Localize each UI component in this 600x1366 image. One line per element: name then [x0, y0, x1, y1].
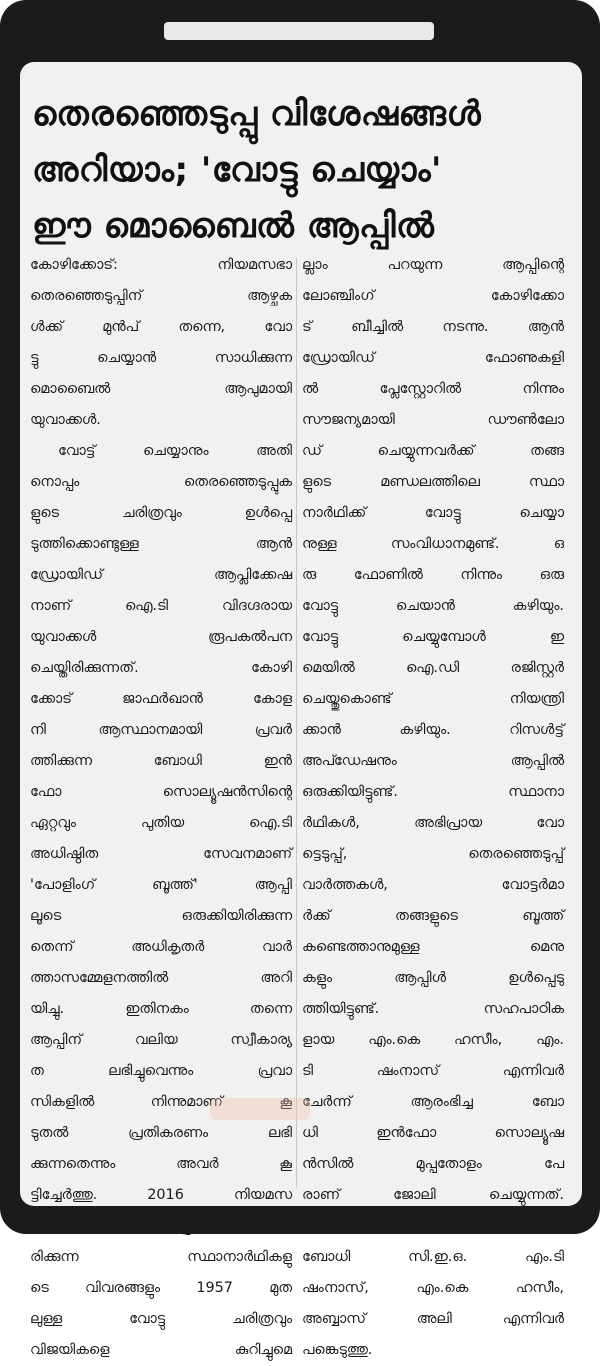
text-line: ഭാ തെരഞ്ഞെടുപ്പിൽ മത്സ — [30, 1218, 292, 1234]
text-line: വോട്ടു ചെയാൻ കഴിയും. — [302, 598, 564, 614]
text-line: വാർത്താസമ്മേളനത്തിൽ — [302, 1218, 471, 1234]
text-line: ളുടെ ചരിത്രവും ഉൾപ്പെ — [30, 505, 292, 521]
text-line: നി ആസ്ഥാനമായി പ്രവർ — [30, 722, 292, 738]
text-line: ട് ബീച്ചിൽ നടന്നു. ആൻ — [302, 319, 564, 335]
text-line: ഡ് ചെയ്യുന്നവർക്ക് തങ്ങ — [302, 443, 564, 459]
text-line: ട്ടു ചെയ്യാൻ സാധിക്കുന്ന — [30, 350, 292, 366]
text-line: ഏറ്റവും പുതിയ ഐ.ടി — [30, 815, 292, 831]
text-line: ചെയ്തുകൊണ്ട് നിയന്ത്രി — [302, 691, 564, 707]
text-line: നുള്ള സംവിധാനമുണ്ട്. ഒ — [302, 536, 564, 552]
text-line: ത്താസമ്മേളനത്തിൽ അറി — [30, 970, 292, 986]
text-line: ൾക്ക് മുൻപ് തന്നെ, വോ — [30, 319, 292, 335]
text-line: ലൂടെ ഒരുക്കിയിരിക്കുന്ന — [30, 908, 292, 924]
text-line: ത്തിയിട്ടുണ്ട്. സഹപാഠിക — [302, 1001, 564, 1017]
text-line: ബോധി സി.ഇ.ഒ. എം.ടി — [302, 1249, 564, 1265]
text-line: യിച്ചു. ഇതിനകം തന്നെ — [30, 1001, 292, 1017]
text-line: വോട്ട് ചെയ്യാനും അതി — [58, 443, 292, 459]
text-line: ത ലഭിച്ചുവെന്നും പ്രവാ — [30, 1063, 292, 1079]
text-line: ടി ഷംനാസ് എന്നിവർ — [302, 1063, 564, 1079]
text-line: ചേർന്ന് ആരംഭിച്ച ബോ — [302, 1094, 564, 1110]
text-line: ഷംനാസ്, എം.കെ ഹസീം, — [302, 1280, 564, 1296]
text-line: വാർത്തകൾ, വോട്ടർമാ — [302, 877, 564, 893]
text-line: അബ്ബാസ് അലി എന്നിവർ — [302, 1311, 564, 1327]
text-line: തെരഞ്ഞെടുപ്പിന് ആഴ്ചക — [30, 288, 292, 304]
text-line: ർഥികൾ, അഭിപ്രായ വോ — [302, 815, 564, 831]
text-line: ടെ വിവരങ്ങളും 1957 മുത — [30, 1280, 292, 1296]
text-line: രിക്കുന്ന സ്ഥാനാർഥികളു — [30, 1249, 292, 1265]
text-line: പങ്കെടുത്തു. — [302, 1342, 373, 1358]
text-line: വോട്ടു ചെയ്യുമ്പോൾ ഇ — [302, 629, 564, 645]
text-line: ത്തിക്കുന്ന ബോധി ഇൻ — [30, 753, 292, 769]
text-line: കളും ആപ്പിൾ ഉൾപ്പെടു — [302, 970, 564, 986]
text-line: ടുത്തിക്കൊണ്ടുള്ള ആൻ — [30, 536, 292, 552]
text-line: ക്കാൻ കഴിയും. റിസൾട്ട് — [302, 722, 564, 738]
text-line: ആപ്പിന് വലിയ സ്വീകാര്യ — [30, 1032, 292, 1048]
phone-speaker-graphic — [164, 22, 434, 40]
text-line: ഒരുക്കിയിട്ടുണ്ട്. സ്ഥാനാ — [302, 784, 564, 800]
text-line: കണ്ടെത്താനുമുള്ള മെനു — [302, 939, 564, 955]
text-line: ഡ്രോയിഡ് ആപ്ലിക്കേഷ — [30, 567, 292, 583]
text-line: ടുതൽ പ്രതികരണം ലഭി — [30, 1125, 292, 1141]
text-line: അപ്ഡേഷനും ആപ്പിൽ — [302, 753, 564, 769]
text-line: ലോഞ്ചിംഗ് കോഴിക്കോ — [302, 288, 564, 304]
text-line: ല്ലാം പറയുന്ന ആപ്പിന്റെ — [302, 257, 564, 273]
text-line: ക്കുന്നതെന്നും അവർ കൂ — [30, 1156, 292, 1172]
article-column-left — [30, 250, 292, 1366]
text-line: 'പോളിംഗ് ബൂത്ത്' ആപ്പി — [30, 877, 292, 893]
text-line: വിജയികളെ കുറിച്ചുമെ — [30, 1342, 292, 1358]
text-line: യുവാക്കൾ. — [30, 412, 101, 428]
article-column-right — [302, 250, 564, 1366]
headline-line: തെരഞ്ഞെടുപ്പു വിശേഷങ്ങൾ — [32, 94, 482, 134]
text-line: ലുള്ള വോട്ടു ചരിത്രവും — [30, 1311, 292, 1327]
text-line: ധി ഇൻഫോ സൊല്യൂഷ — [302, 1125, 564, 1141]
text-line: അധിഷ്ഠിത സേവനമാണ് — [30, 846, 292, 862]
text-line: ളുടെ മണ്ഡലത്തിലെ സ്ഥാ — [302, 474, 564, 490]
text-line: സൗജന്യമായി ഡൗൺലോ — [302, 412, 564, 428]
text-line: മൊബൈൽ ആപുമായി — [30, 381, 292, 397]
text-line: നൊപ്പം തെരഞ്ഞെടുപ്പുക — [30, 474, 292, 490]
text-line: മെയിൽ ഐ.ഡി രജിസ്റ്റർ — [302, 660, 564, 676]
article-paper — [20, 62, 582, 1358]
text-line: നാർഥിക്ക് വോട്ടു ചെയ്യാ — [302, 505, 564, 521]
text-line: ട്ടെടുപ്പ്, തെരഞ്ഞെടുപ്പ് — [302, 846, 564, 862]
text-line: നാണ് ഐ.ടി വിദഗ്ദരായ — [30, 598, 292, 614]
text-line: ളായ എം.കെ ഹസീം, എം. — [302, 1032, 564, 1048]
text-line: ൽ പ്ലേസ്റ്റോറിൽ നിന്നും — [302, 381, 564, 397]
text-line: ട്ടിച്ചേർത്തു. 2016 നിയമസ — [30, 1187, 292, 1203]
text-line: സികളിൽ നിന്നുമാണ് കൂ — [30, 1094, 292, 1110]
text-line: ചെയ്തിരിക്കുന്നത്. കോഴി — [30, 660, 292, 676]
text-line: രാണ് ജോലി ചെയ്യുന്നത്. — [302, 1187, 564, 1203]
text-line: തെന്ന് അധികൃതർ വാർ — [30, 939, 292, 955]
text-line: യുവാക്കൾ രൂപകൽപന — [30, 629, 292, 645]
text-line: ഫോ സൊല്യൂഷൻസിന്റെ — [30, 784, 292, 800]
text-line: രു ഫോണിൽ നിന്നും ഒരു — [302, 567, 564, 583]
text-line: ൻസിൽ മുപ്പതോളം പേ — [302, 1156, 564, 1172]
column-divider — [296, 258, 297, 1188]
text-line: ർക്ക് തങ്ങളുടെ ബൂത്ത് — [302, 908, 564, 924]
paper-stain — [210, 1098, 310, 1120]
article-headline — [32, 86, 572, 254]
text-line: ക്കോട് ജാഫർഖാൻ കോള — [30, 691, 292, 707]
text-line: ഡ്രോയിഡ് ഫോണുകളി — [302, 350, 564, 366]
text-line: കോഴിക്കോട്: നിയമസഭാ — [30, 257, 292, 273]
headline-line: അറിയാം; 'വോട്ടു ചെയ്യാം' — [32, 150, 442, 190]
headline-line: ഈ മൊബൈൽ ആപ്പിൽ — [32, 206, 435, 246]
